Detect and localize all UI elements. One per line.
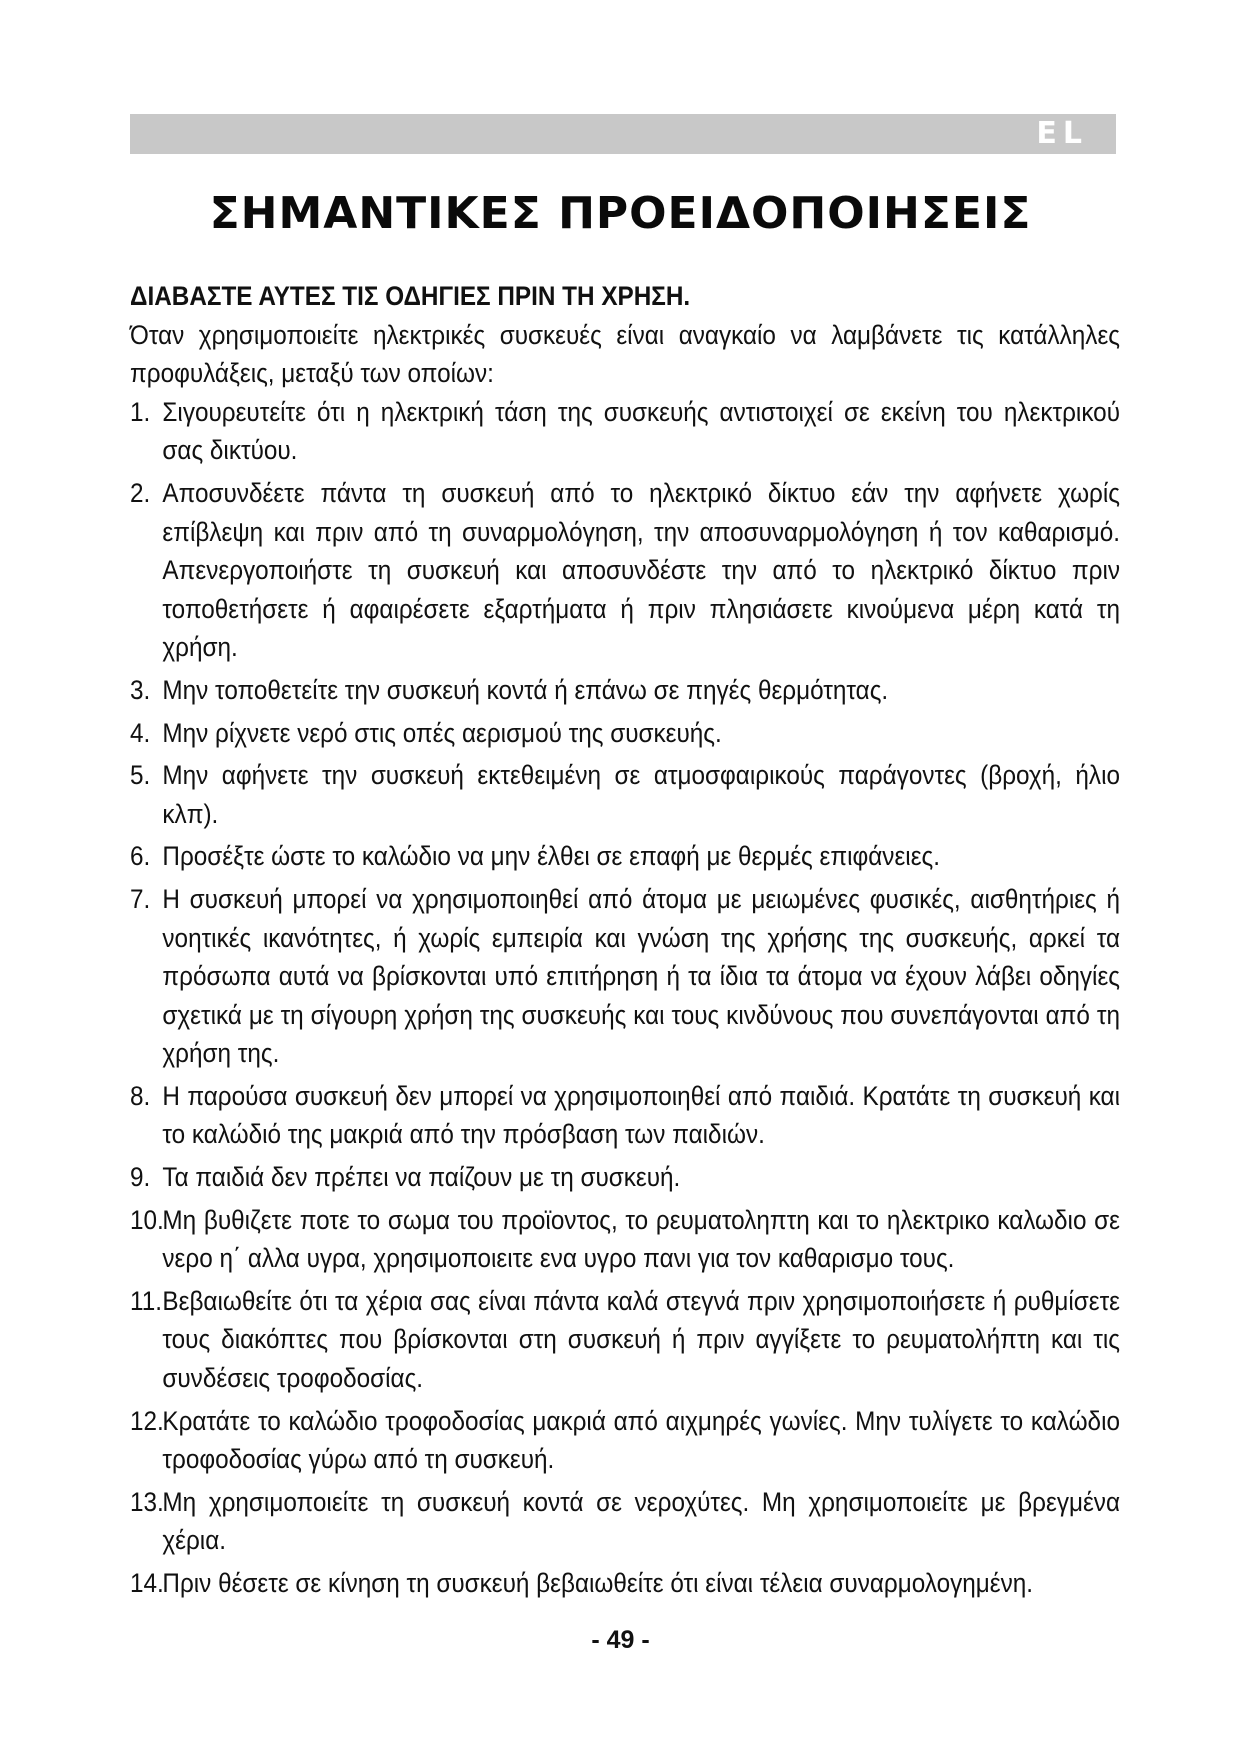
list-item [130, 474, 1120, 667]
item-number: 7. [130, 883, 151, 914]
list-item [130, 1282, 1120, 1398]
item-text: Πριν θέσετε σε κίνηση τη συσκευή βεβαιωθείτε ότι είναι τέλεια συναρμολογημένη. [162, 1568, 1034, 1598]
list-item [130, 714, 1120, 753]
item-text: Μην ρίχνετε νερό στις οπές αερισμού της συσκευής. [162, 717, 722, 748]
item-number: 6. [130, 841, 151, 872]
item-number: 4. [130, 717, 151, 748]
item-number: 1. [130, 396, 151, 427]
item-number: 13. [130, 1486, 164, 1517]
page-number: - 49 - [591, 1626, 650, 1654]
item-text: Αποσυνδέετε πάντα τη συσκευή από το ηλεκτρικό δίκτυο εάν την αφήνετε χωρίς επίβλεψη και πριν από τη συναρμολόγηση, την αποσυναρμολόγηση ή τον καθαρισμό. Απενεργοποιήστε τη συσκευή και αποσυνδέστε την από το ηλεκτρικό δίκτυο πριν τοποθετήσετε ή αφαιρέσετε εξαρτήματα ή πριν πλησιάσετε κινούμενα μέρη κατά τη χρήση. [162, 477, 1120, 663]
list-item [130, 1077, 1120, 1154]
list-item [130, 756, 1120, 833]
list-item [130, 1402, 1120, 1479]
item-text: Προσέξτε ώστε το καλώδιο να μην έλθει σε επαφή με θερμές επιφάνειες. [162, 841, 940, 872]
list-item [130, 1201, 1120, 1278]
item-text: Μην αφήνετε την συσκευή εκτεθειμένη σε ατμοσφαιρικούς παράγοντες (βροχή, ήλιο κλπ). [162, 760, 1120, 829]
document-body [130, 277, 1120, 1607]
item-number: 2. [130, 477, 151, 508]
language-code: EL [1036, 116, 1088, 151]
item-number: 3. [130, 674, 151, 705]
intro-paragraph: Όταν χρησιμοποιείτε ηλεκτρικές συσκευές είναι αναγκαίο να λαμβάνετε τις κατάλληλες προφυλάξεις, μεταξύ των οποίων: [130, 319, 1120, 389]
item-number: 12. [130, 1405, 164, 1436]
item-text: Μη χρησιμοποιείτε τη συσκευή κοντά σε νεροχύτες. Μη χρησιμοποιείτε με βρεγμένα χέρια. [162, 1486, 1120, 1556]
list-item [130, 837, 1120, 876]
instructions-subtitle: ΔΙΑΒΑΣΤΕ ΑΥΤΕΣ ΤΙΣ ΟΔΗΓΙΕΣ ΠΡΙΝ ΤΗ ΧΡΗΣΗ. [130, 281, 691, 311]
list-item [130, 1564, 1120, 1603]
language-header-bar [130, 114, 1116, 154]
item-text: Βεβαιωθείτε ότι τα χέρια σας είναι πάντα καλά στεγνά πριν χρησιμοποιήσετε ή ρυθμίσετε τους διακόπτες που βρίσκονται στη συσκευή ή πριν αγγίξετε το ρευματολήπτη και τις συνδέσεις τροφοδοσίας. [162, 1285, 1120, 1394]
list-item [130, 1158, 1120, 1197]
item-number: 11. [130, 1285, 162, 1316]
page-title: ΣΗΜΑΝΤΙΚΕΣ ΠΡΟΕΙΔΟΠΟΙΗΣΕΙΣ [209, 188, 1032, 239]
item-text: Μη βυθιζετε ποτε το σωμα του προϊοντος, το ρευματοληπτη και το ηλεκτρικο καλωδιο σε νερο η΄ αλλα υγρα, χρησιμοποιειτε ενα υγρο πανι για τον καθαρισμο τους. [162, 1204, 1120, 1274]
item-text: Μην τοποθετείτε την συσκευή κοντά ή επάνω σε πηγές θερμότητας. [162, 674, 889, 705]
list-item [130, 880, 1120, 1073]
item-number: 5. [130, 760, 151, 791]
item-text: Η συσκευή μπορεί να χρησιμοποιηθεί από άτομα με μειωμένες φυσικές, αισθητήριες ή νοητικές ικανότητες, ή χωρίς εμπειρία και γνώση της χρήσης της συσκευής, αρκεί τα πρόσωπα αυτά να βρίσκονται υπό επιτήρηση ή τα ίδια τα άτομα να έχουν λάβει οδηγίες σχετικά με τη σίγουρη χρήση της συσκευής και τους κινδύνους που συνεπάγονται από τη χρήση της. [162, 883, 1120, 1069]
item-text: Τα παιδιά δεν πρέπει να παίζουν με τη συσκευή. [162, 1162, 681, 1193]
item-number: 9. [130, 1162, 151, 1193]
item-number: 8. [130, 1080, 151, 1111]
list-item [130, 393, 1120, 470]
item-number: 14. [130, 1568, 164, 1598]
item-text: Κρατάτε το καλώδιο τροφοδοσίας μακριά από αιχμηρές γωνίες. Μην τυλίγετε το καλώδιο τροφοδοσίας γύρω από τη συσκευή. [162, 1405, 1120, 1475]
list-item [130, 1483, 1120, 1560]
list-item [130, 671, 1120, 710]
item-number: 10. [130, 1204, 164, 1235]
item-text: Σιγουρευτείτε ότι η ηλεκτρική τάση της συσκευής αντιστοιχεί σε εκείνη του ηλεκτρικού σας δικτύου. [162, 396, 1120, 466]
safety-rules-list [130, 393, 1120, 1603]
item-text: Η παρούσα συσκευή δεν μπορεί να χρησιμοποιηθεί από παιδιά. Κρατάτε τη συσκευή και το καλώδιό της μακριά από την πρόσβαση των παιδιών. [162, 1080, 1120, 1150]
